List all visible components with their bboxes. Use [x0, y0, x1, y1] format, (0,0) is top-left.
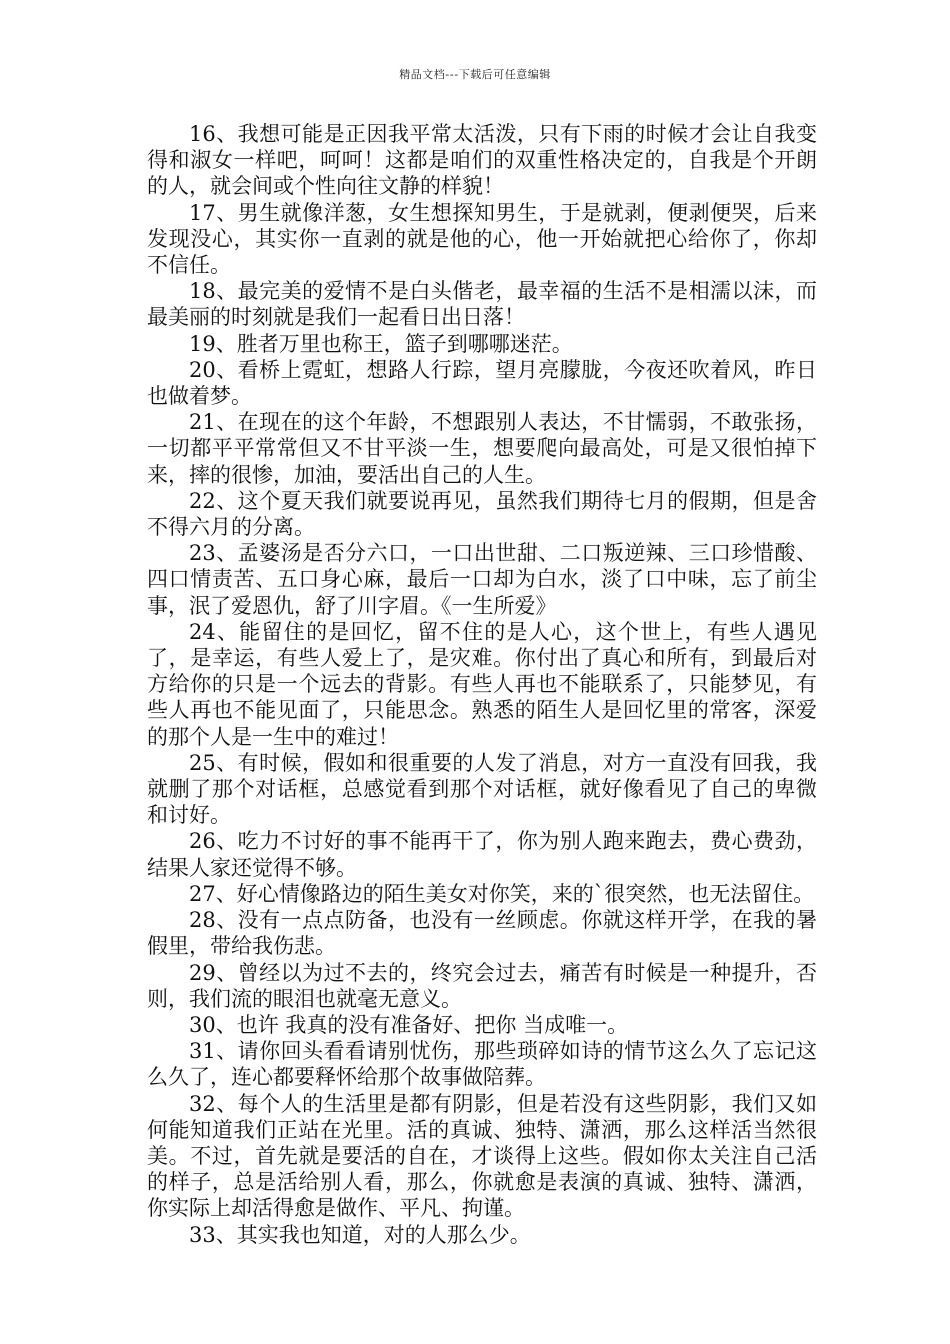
- paragraph-27: 27、好心情像路边的陌生美女对你笑，来的`很突然，也无法留住。: [189, 881, 815, 906]
- paragraph-24: 24、能留住的是回忆，留不住的是人心，这个世上，有些人遇见了，是幸运，有些人爱上了，是灾难。你付出了真心和所有，到最后对方给你的只是一个远去的背影。有些人再也不能联系了，只能梦见，有些人再也不能见面了，只能思念。熟悉的陌生人是回忆里的常客，深爱的那个人是一生中的难过！: [147, 619, 817, 749]
- paragraph-28: 28、没有一点点防备，也没有一丝顾虑。你就这样开学，在我的暑假里，带给我伤悲。: [147, 908, 817, 959]
- paragraph-17: 17、男生就像洋葱，女生想探知男生，于是就剥，便剥便哭，后来发现没心，其实你一直剥的就是他的心，他一开始就把心给你了，你却不信任。: [147, 200, 817, 278]
- page-header: 精品文档---下载后可任意编辑: [399, 68, 551, 81]
- paragraph-21: 21、在现在的这个年龄，不想跟别人表达，不甘懦弱，不敢张扬，一切都平平常常但又不甘平淡一生，想要爬向最高处，可是又很怕掉下来，摔的很惨，加油，要活出自己的人生。: [147, 410, 817, 487]
- paragraph-26: 26、吃力不讨好的事不能再干了，你为别人跑来跑去，费心费劲，结果人家还觉得不够。: [147, 829, 817, 880]
- paragraph-18: 18、最完美的爱情不是白头偕老，最幸福的生活不是相濡以沫，而最美丽的时刻就是我们一起看日出日落！: [147, 279, 817, 330]
- paragraph-30: 30、也许 我真的没有准备好、把你 当成唯一。: [189, 1012, 629, 1037]
- paragraph-16: 16、我想可能是正因我平常太活泼，只有下雨的时候才会让自我变得和淑女一样吧，呵呵！这都是咱们的双重性格决定的，自我是个开朗的人，就会间或个性向往文静的样貌！: [147, 122, 817, 199]
- paragraph-32: 32、每个人的生活里是都有阴影，但是若没有这些阴影，我们又如何能知道我们正站在光里。活的真诚、独特、潇洒，那么这样活当然很美。不过，首先就是要活的自在，才谈得上这些。假如你太关注自己活的样子，总是活给别人看，那么，你就愈是表演的真诚、独特、潇洒，你实际上却活得愈是做作、平凡、拘谨。: [147, 1091, 817, 1221]
- paragraph-20: 20、看桥上霓虹，想路人行踪，望月亮朦胧，今夜还吹着风，昨日也做着梦。: [147, 357, 817, 409]
- document-body: [147, 121, 817, 1248]
- paragraph-29: 29、曾经以为过不去的，终究会过去，痛苦有时候是一种提升，否则，我们流的眼泪也就毫无意义。: [147, 960, 817, 1011]
- paragraph-22: 22、这个夏天我们就要说再见，虽然我们期待七月的假期，但是舍不得六月的分离。: [147, 488, 817, 540]
- paragraph-33: 33、其实我也知道，对的人那么少。: [189, 1222, 531, 1247]
- paragraph-23: 23、孟婆汤是否分六口，一口出世甜、二口叛逆辣、三口珍惜酸、四口情责苦、五口身心麻，最后一口却为白水，淡了口中味，忘了前尘事，泯了爱恩仇，舒了川字眉。《一生所爱》: [147, 541, 817, 618]
- paragraph-19: 19、胜者万里也称王，篮子到哪哪迷茫。: [189, 331, 573, 356]
- paragraph-31: 31、请你回头看看请别忧伤，那些琐碎如诗的情节这么久了忘记这么久了，连心都要释怀给那个故事做陪葬。: [147, 1039, 817, 1090]
- paragraph-25: 25、有时候，假如和很重要的人发了消息，对方一直没有回我，我就删了那个对话框，总感觉看到那个对话框，就好像看见了自己的卑微和讨好。: [147, 750, 817, 828]
